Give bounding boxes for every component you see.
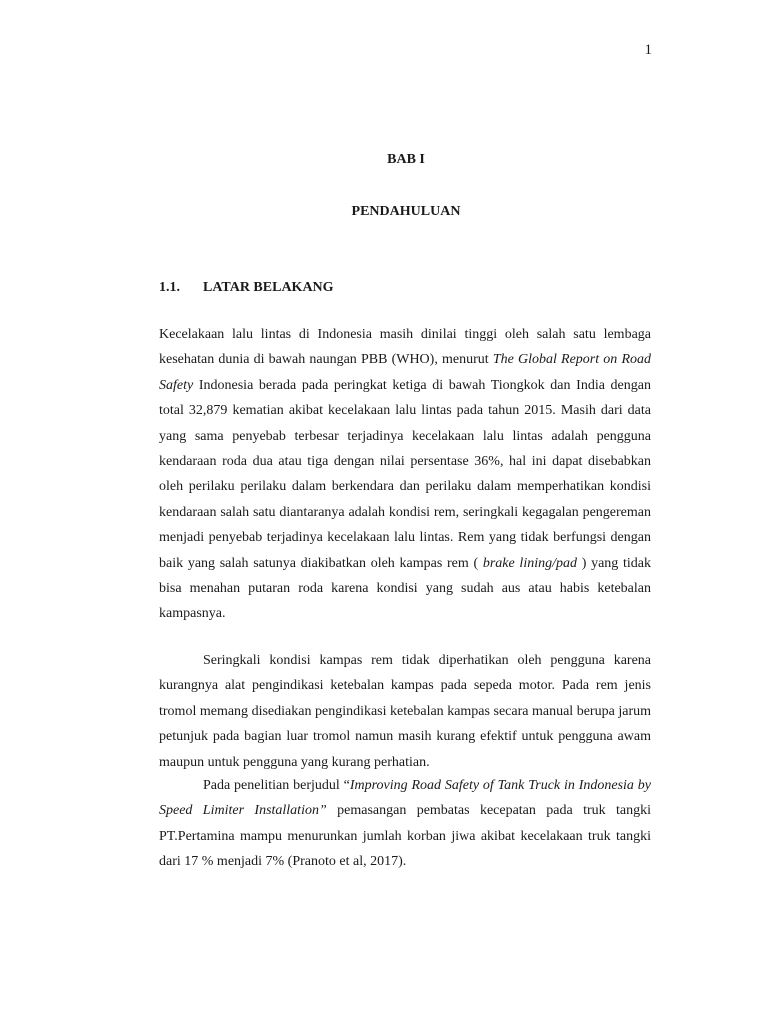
section-title: LATAR BELAKANG	[203, 280, 334, 295]
chapter-label: BAB I	[387, 152, 425, 167]
section-number: 1.1.	[159, 280, 180, 295]
chapter-title: PENDAHULUAN	[351, 204, 461, 219]
paragraph-text: Kecelakaan lalu lintas di Indonesia masih dinilai tinggi oleh salah satu lembaga kesehatan dunia di bawah naungan PBB (WHO), menurut	[159, 327, 651, 368]
paragraph-text: ) yang tidak bisa menahan putaran roda karena kondisi yang sudah aus atau habis ketebalan kampasnya.	[159, 555, 651, 622]
study-title-italic: Improving Road Safety of Tank Truck in Indonesia by Speed Limiter Installation”	[159, 778, 651, 819]
report-title-italic: The Global Report on Road Safety	[159, 352, 651, 393]
paragraph-text: Seringkali kondisi kampas rem tidak diperhatikan oleh pengguna karena kurangnya alat pengindikasi ketebalan kampas pada sepeda motor. Pada rem jenis tromol memang disediakan pengindikasi ketebalan kampas secara manual berupa jarum petunjuk pada bagian luar tromol namun masih kurang efektif untuk pengguna awam maupun untuk pengguna yang kurang perhatian.	[159, 653, 651, 770]
paragraph-background-3	[159, 773, 651, 875]
brake-term-italic: brake lining/pad	[482, 555, 577, 571]
paragraph-text: Pada penelitian berjudul “	[203, 778, 350, 793]
page-number: 1	[644, 42, 652, 58]
paragraph-background-1	[159, 322, 651, 627]
paragraph-text: pemasangan pembatas kecepatan pada truk tangki PT.Pertamina mampu menurunkan jumlah korban jiwa akibat kecelakaan truk tangki dari 17 % menjadi 7% (Pranoto et al, 2017).	[159, 803, 651, 870]
paragraph-background-2	[159, 648, 651, 775]
paragraph-text: Indonesia berada pada peringkat ketiga di bawah Tiongkok dan India dengan total 32,879 kematian akibat kecelakaan lalu lintas pada tahun 2015. Masih dari data yang sama penyebab terbesar terjadinya kecelakaan lalu lintas adalah pengguna kendaraan roda dua atau tiga dengan nilai persentase 36%, hal ini dapat disebabkan oleh perilaku perilaku dalam berkendara dan perilaku dalam memperhatikan kondisi kendaraan salah satu diantaranya adalah kondisi rem, seringkali kegagalan pengereman menjadi penyebab terjadinya kecelakaan lalu lintas. Rem yang tidak berfungsi dengan baik yang salah satunya diakibatkan oleh kampas rem (	[159, 377, 651, 571]
section-heading	[159, 280, 334, 296]
